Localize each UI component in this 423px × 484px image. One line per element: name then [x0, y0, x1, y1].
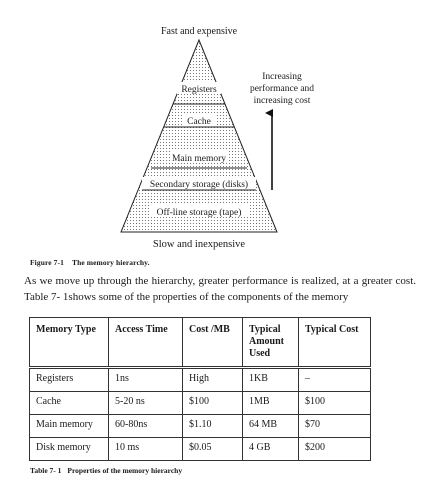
- header-memory-type: Memory Type: [30, 318, 109, 368]
- pyramid-shape: [121, 40, 277, 232]
- table-cell: 64 MB: [243, 415, 299, 438]
- table-cell: $0.05: [183, 438, 243, 461]
- table-row: [30, 438, 371, 461]
- header-access-time: Access Time: [109, 318, 183, 368]
- table-cell: $100: [299, 392, 371, 415]
- table-row: [30, 415, 371, 438]
- table-cell: Main memory: [30, 415, 109, 438]
- table-cell: Registers: [30, 368, 109, 392]
- table-cell: $1.10: [183, 415, 243, 438]
- table-cell: 4 GB: [243, 438, 299, 461]
- table-caption-text: Properties of the memory hierarchy: [67, 466, 183, 475]
- table-cell: High: [183, 368, 243, 392]
- level-offline-storage: Off-line storage (tape): [156, 208, 242, 218]
- side-note-line-3: increasing cost: [253, 96, 311, 106]
- table-cell: $200: [299, 438, 371, 461]
- table-cell: 10 ms: [109, 438, 183, 461]
- table-cell: 1KB: [243, 368, 299, 392]
- figure-caption: [30, 258, 158, 267]
- table-cell: 1ns: [109, 368, 183, 392]
- table-cell: 1MB: [243, 392, 299, 415]
- properties-table-wrap: [29, 317, 371, 461]
- figure-caption-text: The memory hierarchy.: [71, 258, 150, 267]
- table-cell: Cache: [30, 392, 109, 415]
- header-cost-per-mb: Cost /MB: [183, 318, 243, 368]
- level-cache: Cache: [187, 117, 211, 127]
- table-caption: [30, 466, 188, 475]
- top-label: Fast and expensive: [160, 26, 238, 37]
- table-cell: 5-20 ns: [109, 392, 183, 415]
- table-caption-number: Table 7- 1: [30, 466, 62, 475]
- level-main-memory: Main memory: [171, 154, 227, 164]
- table-cell: –: [299, 368, 371, 392]
- properties-table: [29, 317, 371, 461]
- figure-caption-number: Figure 7-1: [30, 258, 64, 267]
- side-note-line-2: performance and: [249, 84, 315, 94]
- table-row: [30, 368, 371, 392]
- body-paragraph: As we move up through the hierarchy, greater performance is realized, at a greater cost. Table 7- 1shows some of the properties of the components of the memory: [24, 275, 416, 303]
- bottom-label: Slow and inexpensive: [152, 239, 246, 250]
- side-note-line-1: Increasing: [262, 72, 302, 82]
- table-cell: 60-80ns: [109, 415, 183, 438]
- table-header-row: [30, 318, 371, 368]
- table-cell: Disk memory: [30, 438, 109, 461]
- table-cell: $100: [183, 392, 243, 415]
- level-secondary-storage: Secondary storage (disks): [149, 180, 249, 190]
- header-typical-amount: Typical Amount Used: [243, 318, 299, 368]
- header-typical-cost: Typical Cost: [299, 318, 371, 368]
- table-row: [30, 392, 371, 415]
- level-registers: Registers: [181, 85, 217, 95]
- table-cell: $70: [299, 415, 371, 438]
